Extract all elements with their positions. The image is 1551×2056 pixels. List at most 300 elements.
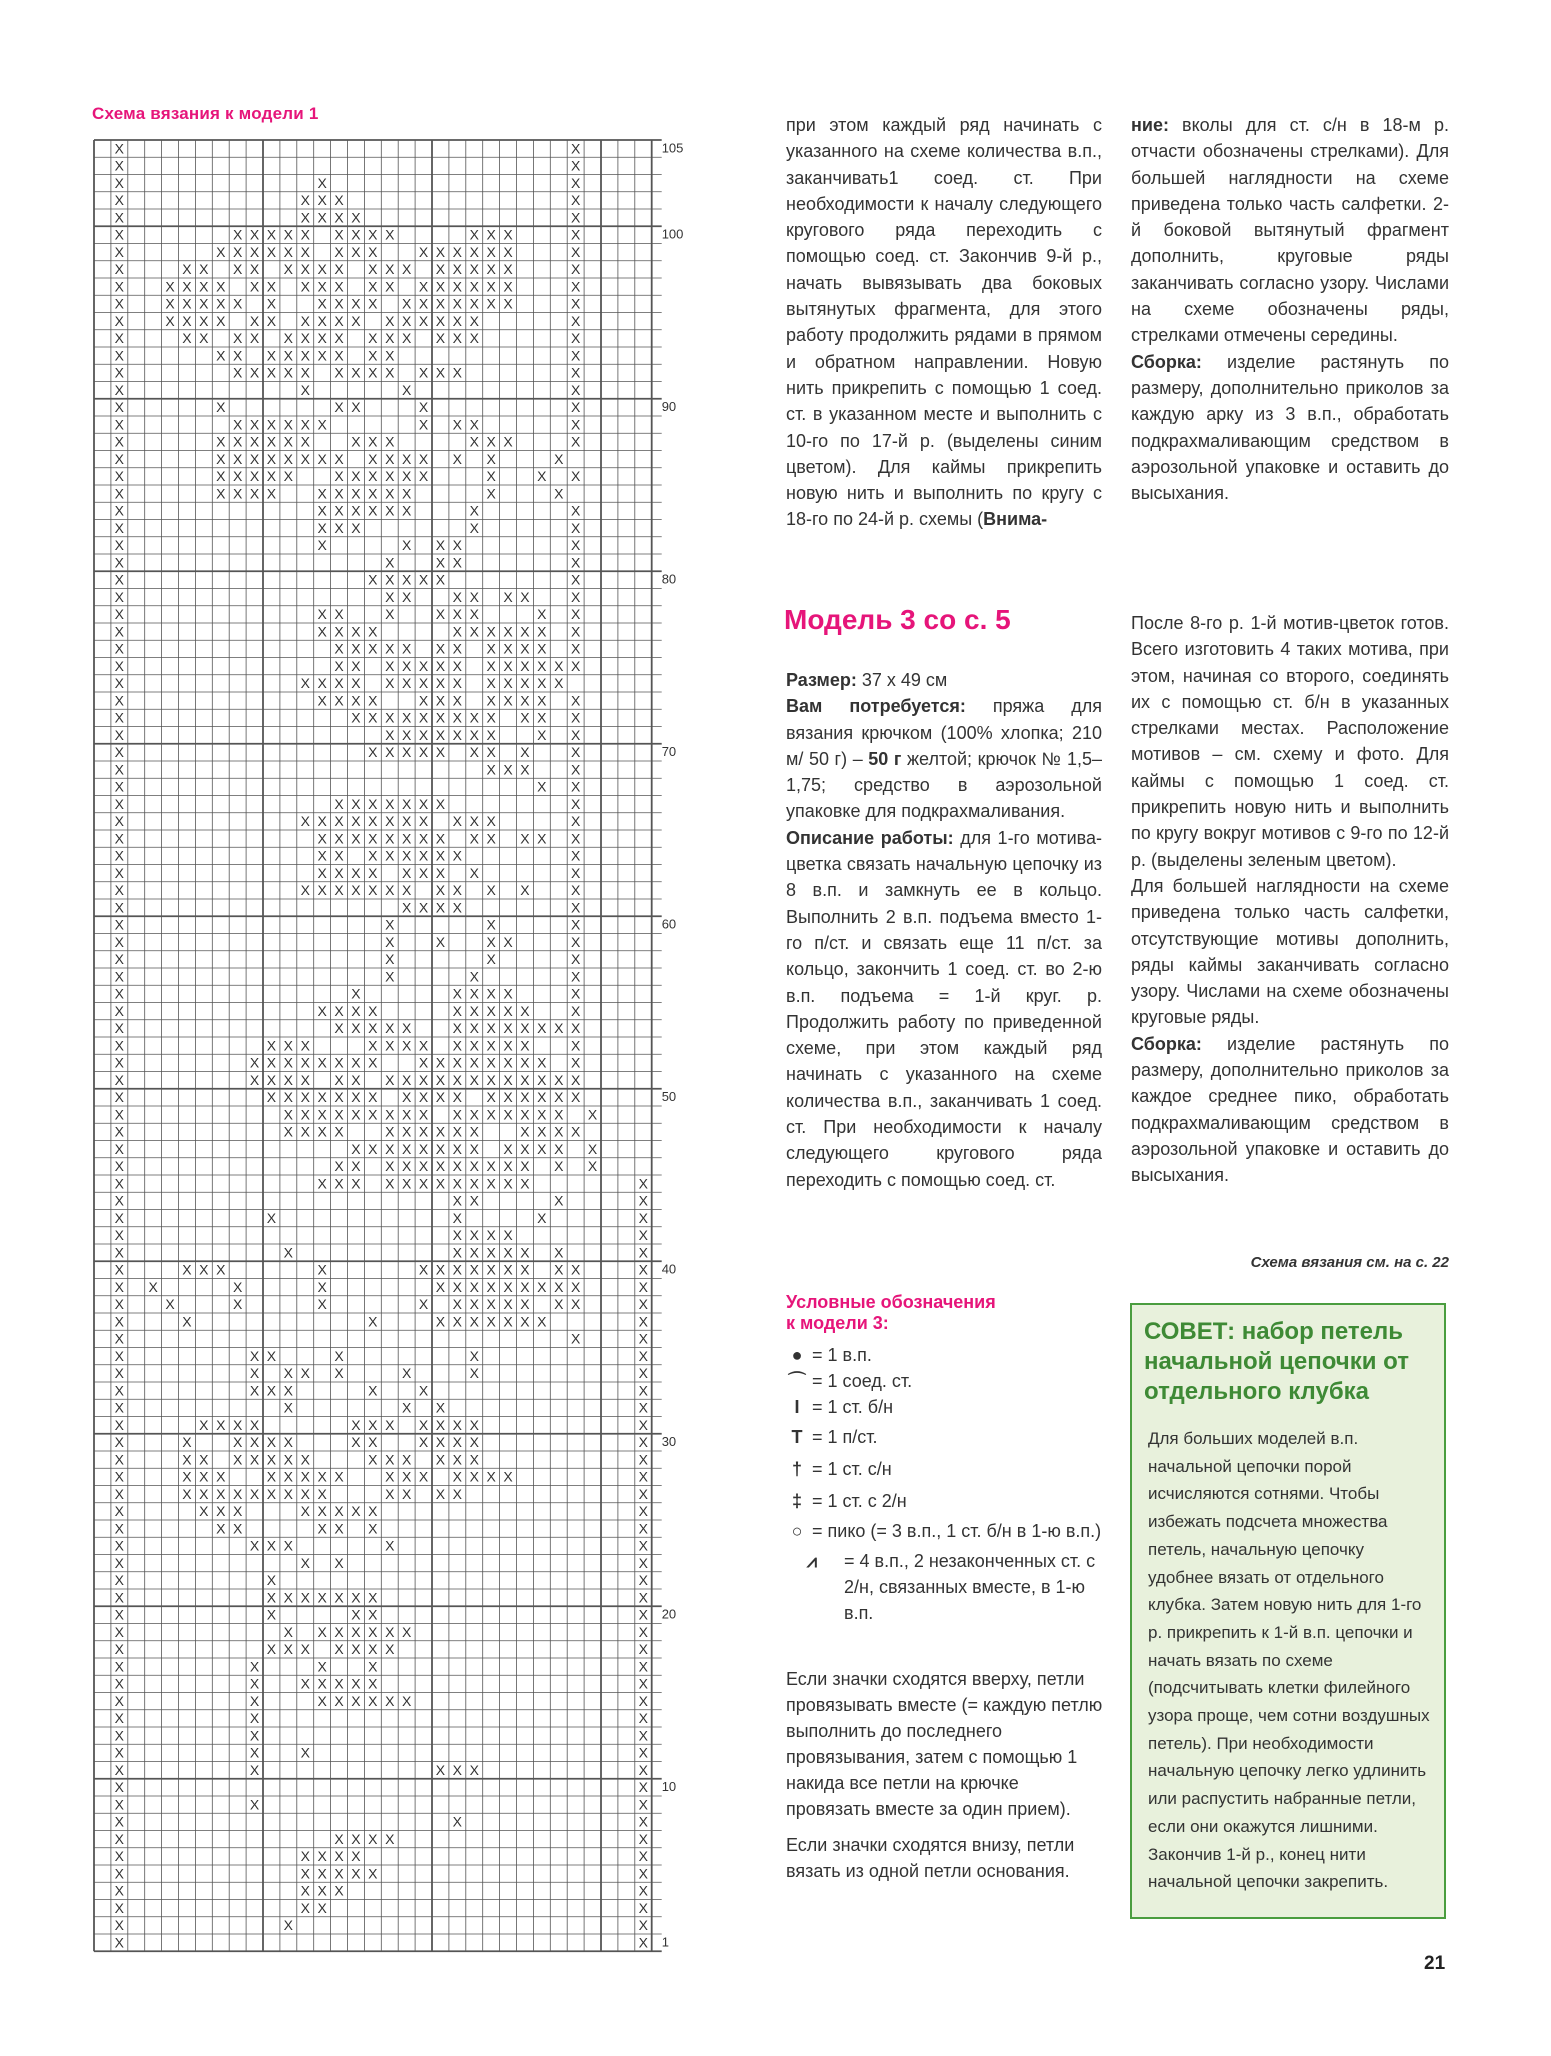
chart-cell-x: X (165, 295, 175, 312)
chart-cell-x: X (638, 1899, 648, 1916)
chart-cell-x: X (486, 1106, 496, 1123)
chart-cell-x: X (401, 1020, 412, 1037)
chart-cell-x: X (435, 847, 446, 864)
chart-cell-x: X (570, 847, 581, 864)
assembly-paragraph: Сборка: изделие растянуть по размеру, дополнительно приколов за каждую арку из 3 в.п., обработать подкрахмаливающим средством в аэрозольной упаковке и оставить до высыхания. (1131, 351, 1449, 504)
chart-cell-x: X (469, 1244, 479, 1261)
chart-cell-x: X (182, 1451, 192, 1468)
chart-cell-x: X (570, 416, 581, 433)
chart-cell-x: X (385, 450, 395, 467)
chart-cell-x: X (334, 1848, 344, 1865)
chart-cell-x: X (232, 261, 243, 278)
chart-cell-x: X (114, 1382, 125, 1399)
chart-cell-x: X (300, 1865, 310, 1882)
chart-cell-x: X (368, 1641, 378, 1658)
chart-cell-x: X (469, 1451, 479, 1468)
chart-cell-x: X (114, 1623, 125, 1640)
chart-cell-x: X (554, 1020, 564, 1037)
chart-cell-x: X (554, 450, 564, 467)
page-number: 21 (1424, 1953, 1446, 1974)
chart-cell-x: X (351, 675, 361, 692)
chart-cell-x: X (486, 985, 496, 1002)
chart-cell-x: X (266, 278, 277, 295)
chart-cell-x: X (418, 1054, 429, 1071)
chart-cell-x: X (418, 1468, 429, 1485)
chart-cell-x: X (114, 1606, 125, 1623)
chart-cell-x: X (638, 1658, 648, 1675)
chart-cell-x: X (334, 1054, 344, 1071)
chart-cell-x: X (114, 1744, 125, 1761)
chart-cell-x: X (469, 813, 479, 830)
chart-cell-x: X (351, 243, 361, 260)
chart-cell-x: X (114, 209, 125, 226)
chart-cell-x: X (368, 433, 378, 450)
chart-cell-x: X (368, 347, 378, 364)
chart-cell-x: X (385, 1158, 395, 1175)
chart-cell-x: X (638, 1451, 648, 1468)
chart-cell-x: X (486, 726, 496, 743)
chart-cell-x: X (283, 226, 294, 243)
chart-cell-x: X (452, 1313, 463, 1330)
chart-cell-x: X (469, 1261, 479, 1278)
chart-cell-x: X (368, 1140, 378, 1157)
chart-cell-x: X (418, 1071, 429, 1088)
chart-cell-x: X (114, 1520, 125, 1537)
chart-cell-x: X (114, 830, 125, 847)
chart-cell-x: X (232, 485, 243, 502)
chart-cell-x: X (232, 1416, 243, 1433)
chart-cell-x: X (435, 364, 446, 381)
chart-cell-x: X (486, 243, 496, 260)
chart-cell-x: X (385, 675, 395, 692)
chart-cell-x: X (368, 1589, 378, 1606)
chart-cell-x: X (317, 261, 327, 278)
chart-cell-x: X (182, 1313, 192, 1330)
chart-cell-x: X (520, 692, 530, 709)
chart-cell-x: X (435, 1054, 446, 1071)
chart-cell-x: X (232, 1451, 243, 1468)
chart-cell-x: X (216, 1416, 226, 1433)
chart-cell-x: X (570, 657, 581, 674)
chart-cell-x: X (351, 882, 361, 899)
chart-cell-x: X (520, 1089, 530, 1106)
chart-cell-x: X (418, 1140, 429, 1157)
chart-cell-x: X (418, 709, 429, 726)
chart-cell-x: X (520, 1037, 530, 1054)
chart-cell-x: X (283, 1365, 294, 1382)
chart-cell-x: X (114, 951, 125, 968)
chart-cell-x: X (351, 1848, 361, 1865)
chart-cell-x: X (537, 1089, 547, 1106)
chart-cell-x: X (435, 1313, 446, 1330)
chart-cell-x: X (114, 1123, 125, 1140)
chart-cell-x: X (401, 830, 412, 847)
chart-cell-x: X (452, 1468, 463, 1485)
chart-cell-x: X (300, 675, 310, 692)
chart-cell-x: X (351, 709, 361, 726)
chart-cell-x: X (249, 1054, 260, 1071)
chart-cell-x: X (401, 485, 412, 502)
chart-cell-x: X (452, 278, 463, 295)
chart-cell-x: X (570, 1071, 581, 1088)
chart-cell-x: X (114, 968, 125, 985)
chart-cell-x: X (435, 726, 446, 743)
chart-cell-x: X (232, 1485, 243, 1502)
chart-cell-x: X (452, 416, 463, 433)
chart-cell-x: X (368, 1503, 378, 1520)
chart-cell-x: X (351, 399, 361, 416)
chart-cell-x: X (283, 433, 294, 450)
chart-cell-x: X (385, 226, 395, 243)
chart-cell-x: X (435, 571, 446, 588)
chart-cell-x: X (249, 1382, 260, 1399)
chart-cell-x: X (266, 1641, 277, 1658)
chart-cell-x: X (300, 450, 310, 467)
chart-cell-x: X (334, 1675, 344, 1692)
chart-cell-x: X (469, 278, 479, 295)
chart-cell-x: X (114, 399, 125, 416)
chart-cell-x: X (452, 1813, 463, 1830)
chart-cell-x: X (334, 1692, 344, 1709)
chart-cell-x: X (503, 675, 513, 692)
chart-cell-x: X (368, 640, 378, 657)
chart-cell-x: X (638, 1692, 648, 1709)
chart-cell-x: X (266, 364, 277, 381)
chart-cell-x: X (469, 1365, 479, 1382)
chart-cell-x: X (570, 968, 581, 985)
chart-cell-x: X (266, 312, 277, 329)
chart-cell-x: X (385, 744, 395, 761)
chart-cell-x: X (300, 1485, 310, 1502)
chart-cell-x: X (232, 330, 243, 347)
chart-cell-x: X (469, 1296, 479, 1313)
chart-cell-x: X (317, 278, 327, 295)
legend-item: ‡ = 1 ст. с 2/н (786, 1488, 1106, 1514)
chart-cell-x: X (554, 1140, 564, 1157)
chart-cell-x: X (638, 1710, 648, 1727)
chart-cell-x: X (114, 709, 125, 726)
chart-cell-x: X (452, 450, 463, 467)
chart-cell-x: X (114, 1071, 125, 1088)
chart-cell-x: X (266, 1606, 277, 1623)
chart-cell-x: X (469, 295, 479, 312)
chart-cell-x: X (114, 882, 125, 899)
row-number-label: 80 (661, 571, 677, 587)
chart-cell-x: X (520, 588, 530, 605)
chart-cell-x: X (452, 675, 463, 692)
chart-cell-x: X (520, 1071, 530, 1088)
chart-cell-x: X (570, 709, 581, 726)
chart-cell-x: X (638, 1520, 648, 1537)
chart-cell-x: X (435, 606, 446, 623)
chart-cell-x: X (570, 278, 581, 295)
chart-cell-x: X (114, 312, 125, 329)
chart-cell-x: X (300, 192, 310, 209)
chart-cell-x: X (385, 278, 395, 295)
chart-cell-x: X (503, 657, 513, 674)
chart-cell-x: X (418, 399, 429, 416)
chart-cell-x: X (587, 1158, 598, 1175)
chart-cell-x: X (300, 261, 310, 278)
chart-cell-x: X (368, 1037, 378, 1054)
chart-cell-x: X (587, 1140, 598, 1157)
chart-cell-x: X (385, 1641, 395, 1658)
chart-cell-x: X (401, 1468, 412, 1485)
chart-cell-x: X (216, 295, 226, 312)
chart-cell-x: X (368, 261, 378, 278)
chart-cell-x: X (469, 1313, 479, 1330)
chart-cell-x: X (199, 278, 209, 295)
chart-cell-x: X (486, 813, 496, 830)
chart-cell-x: X (469, 243, 479, 260)
chart-cell-x: X (401, 1158, 412, 1175)
chart-cell-x: X (435, 312, 446, 329)
chart-cell-x: X (351, 1140, 361, 1157)
chart-cell-x: X (435, 692, 446, 709)
chart-cell-x: X (385, 347, 395, 364)
chart-cell-x: X (368, 692, 378, 709)
chart-cell-x: X (452, 1761, 463, 1778)
chart-cell-x: X (300, 882, 310, 899)
legend-item: I = 1 ст. б/н (786, 1394, 1106, 1420)
chart-cell-x: X (114, 554, 125, 571)
chart-cell-x: X (418, 657, 429, 674)
chart-cell-x: X (638, 1779, 648, 1796)
chart-cell-x: X (114, 140, 125, 157)
chart-cell-x: X (401, 882, 412, 899)
chart-cell-x: X (165, 1296, 175, 1313)
chart-cell-x: X (199, 261, 209, 278)
chart-cell-x: X (334, 330, 344, 347)
chart-cell-x: X (418, 1416, 429, 1433)
chart-cell-x: X (452, 1020, 463, 1037)
chart-cell-x: X (199, 1485, 209, 1502)
chart-cell-x: X (114, 795, 125, 812)
chart-cell-x: X (638, 1641, 648, 1658)
chart-cell-x: X (503, 1089, 513, 1106)
chart-cell-x: X (283, 1382, 294, 1399)
chart-cell-x: X (385, 433, 395, 450)
chart-cell-x: X (503, 1468, 513, 1485)
chart-cell-x: X (300, 1503, 310, 1520)
chart-cell-x: X (570, 140, 581, 157)
chart-cell-x: X (520, 1054, 530, 1071)
chart-cell-x: X (351, 1071, 361, 1088)
chart-cell-x: X (368, 1675, 378, 1692)
chart-cell-x: X (114, 157, 125, 174)
chart-cell-x: X (351, 864, 361, 881)
chart-cell-x: X (418, 795, 429, 812)
chart-cell-x: X (452, 1244, 463, 1261)
chart-cell-x: X (452, 985, 463, 1002)
legend-notes (786, 1666, 1106, 1894)
chart-cell-x: X (351, 1589, 361, 1606)
chart-cell-x: X (114, 571, 125, 588)
model3-assembly-paragraph: Сборка: изделие растянуть по размеру, дополнительно приколов за каждое среднее пико, обработать подкрахмаливающим средством в аэрозольной упаковке и оставить до высыхания. (1131, 1033, 1449, 1186)
chart-cell-x: X (300, 1848, 310, 1865)
chart-cell-x: X (418, 295, 429, 312)
legend-title: Условные обозначения к модели 3: (786, 1292, 996, 1333)
chart-cell-x: X (182, 261, 192, 278)
chart-cell-x: X (114, 744, 125, 761)
chart-cell-x: X (469, 1020, 479, 1037)
chart-cell-x: X (114, 1641, 125, 1658)
chart-cell-x: X (317, 1106, 327, 1123)
chart-cell-x: X (401, 261, 412, 278)
chart-cell-x: X (300, 278, 310, 295)
chart-cell-x: X (351, 1158, 361, 1175)
chart-cell-x: X (486, 744, 496, 761)
chart-cell-x: X (537, 675, 547, 692)
chart-cell-x: X (114, 726, 125, 743)
chart-cell-x: X (385, 502, 395, 519)
chart-cell-x: X (216, 278, 226, 295)
chart-cell-x: X (249, 1710, 260, 1727)
chart-cell-x: X (283, 1641, 294, 1658)
chart-cell-x: X (570, 330, 581, 347)
chart-cell-x: X (283, 1244, 294, 1261)
chart-cell-x: X (300, 1089, 310, 1106)
chart-cell-x: X (554, 1244, 564, 1261)
chart-cell-x: X (317, 174, 327, 191)
chart-cell-x: X (334, 1520, 344, 1537)
chart-cell-x: X (199, 330, 209, 347)
row-number-label: 90 (661, 399, 677, 415)
chart-cell-x: X (266, 1572, 277, 1589)
chart-cell-x: X (266, 1485, 277, 1502)
chart-cell-x: X (401, 1623, 412, 1640)
chart-cell-x: X (114, 537, 125, 554)
chart-cell-x: X (520, 1002, 530, 1019)
chart-cell-x: X (503, 1002, 513, 1019)
chart-cell-x: X (638, 1537, 648, 1554)
chart-cell-x: X (486, 1175, 496, 1192)
chart-cell-x: X (114, 519, 125, 536)
legend-item: T = 1 п/ст. (786, 1424, 1106, 1450)
chart-cell-x: X (283, 1037, 294, 1054)
chart-cell-x: X (368, 226, 378, 243)
chart-cell-x: X (469, 1434, 479, 1451)
chart-cell-x: X (385, 1537, 395, 1554)
chart-cell-x: X (351, 1830, 361, 1847)
legend-item: ○ = пико (= 3 в.п., 1 ст. б/н в 1-ю в.п.) (786, 1518, 1106, 1544)
chart-cell-x: X (368, 1520, 378, 1537)
chart-cell-x: X (570, 692, 581, 709)
chart-cell-x: X (334, 261, 344, 278)
chart-cell-x: X (401, 1451, 412, 1468)
chart-cell-x: X (570, 519, 581, 536)
chart-cell-x: X (435, 243, 446, 260)
treble-crochet-icon: ‡ (791, 1491, 802, 1511)
chart-cell-x: X (300, 433, 310, 450)
chart-cell-x: X (114, 1779, 125, 1796)
chart-cell-x: X (503, 1071, 513, 1088)
chart-cell-x: X (283, 1537, 294, 1554)
chart-cell-x: X (266, 468, 277, 485)
chart-cell-x: X (503, 243, 513, 260)
chart-cell-x: X (317, 1865, 327, 1882)
chart-cell-x: X (503, 1106, 513, 1123)
chart-cell-x: X (469, 1227, 479, 1244)
chart-cell-x: X (452, 623, 463, 640)
chart-cell-x: X (486, 226, 496, 243)
chart-cell-x: X (232, 243, 243, 260)
chart-cell-x: X (554, 1296, 564, 1313)
chart-cell-x: X (385, 1123, 395, 1140)
chart-cell-x: X (570, 813, 581, 830)
chart-cell-x: X (503, 985, 513, 1002)
chart-cell-x: X (249, 485, 260, 502)
chart-cell-x: X (114, 1813, 125, 1830)
chart-cell-x: X (452, 1089, 463, 1106)
chart-cell-x: X (317, 692, 327, 709)
chart-cell-x: X (638, 1865, 648, 1882)
chart-cell-x: X (368, 278, 378, 295)
chart-cell-x: X (452, 243, 463, 260)
chart-cell-x: X (300, 243, 310, 260)
double-crochet-icon: † (791, 1459, 802, 1479)
chart-cell-x: X (300, 209, 310, 226)
chart-cell-x: X (638, 1934, 648, 1951)
chart-cell-x: X (368, 1382, 378, 1399)
chart-cell-x: X (418, 468, 429, 485)
chart-cell-x: X (401, 381, 412, 398)
chart-cell-x: X (283, 1485, 294, 1502)
chart-cell-x: X (334, 1089, 344, 1106)
chart-cell-x: X (114, 1917, 125, 1934)
chart-cell-x: X (249, 364, 260, 381)
chart-cell-x: X (114, 1658, 125, 1675)
chart-cell-x: X (114, 174, 125, 191)
chart-cell-x: X (114, 1572, 125, 1589)
chart-cell-x: X (300, 1554, 310, 1571)
chart-cell-x: X (401, 795, 412, 812)
chart-cell-x: X (283, 1623, 294, 1640)
chart-cell-x: X (300, 1054, 310, 1071)
chart-cell-x: X (570, 606, 581, 623)
chart-cell-x: X (317, 606, 327, 623)
chart-cell-x: X (385, 1451, 395, 1468)
chart-cell-x: X (368, 1106, 378, 1123)
chart-cell-x: X (486, 1278, 496, 1295)
chart-cell-x: X (401, 1071, 412, 1088)
chart-cell-x: X (418, 830, 429, 847)
chart-cell-x: X (368, 1606, 378, 1623)
chart-cell-x: X (114, 1089, 125, 1106)
chart-cell-x: X (503, 433, 513, 450)
chart-cell-x: X (249, 1675, 260, 1692)
chart-cell-x: X (334, 209, 344, 226)
chart-cell-x: X (249, 330, 260, 347)
chart-cell-x: X (570, 364, 581, 381)
chart-cell-x: X (435, 640, 446, 657)
chart-cell-x: X (638, 1468, 648, 1485)
chart-cell-x: X (317, 1503, 327, 1520)
chart-cell-x: X (418, 1106, 429, 1123)
chart-cell-x: X (266, 416, 277, 433)
chart-cell-x: X (283, 347, 294, 364)
chart-cell-x: X (401, 640, 412, 657)
chart-cell-x: X (334, 243, 344, 260)
chart-cell-x: X (486, 657, 496, 674)
crochet-chart (90, 136, 710, 1970)
chart-cell-x: X (182, 1485, 192, 1502)
chart-cell-x: X (114, 1899, 125, 1916)
chart-cell-x: X (300, 226, 310, 243)
chart-cell-x: X (114, 1485, 125, 1502)
chart-cell-x: X (469, 1416, 479, 1433)
chart-cell-x: X (520, 1244, 530, 1261)
